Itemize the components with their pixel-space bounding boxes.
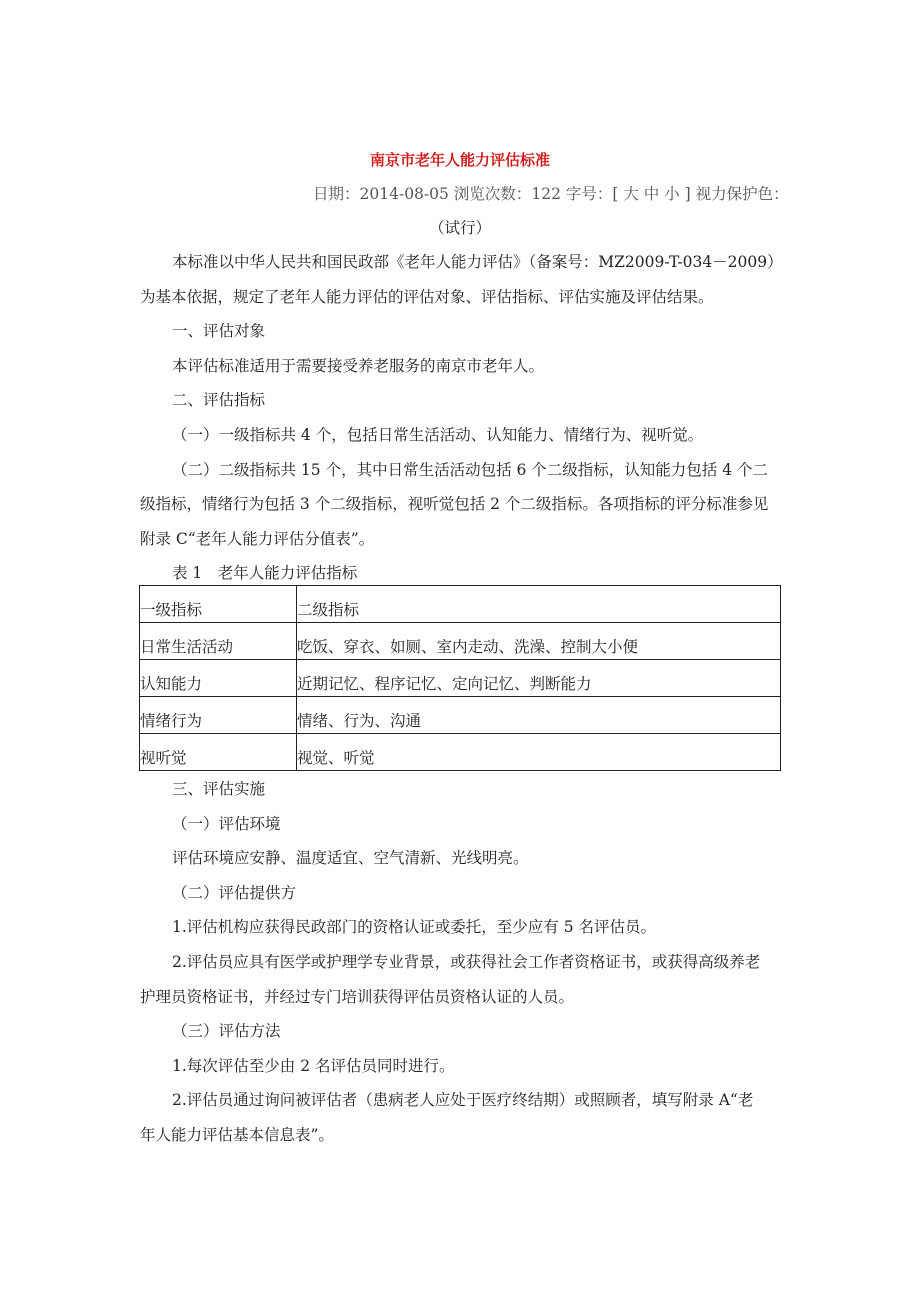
text-line: 1.评估机构应获得民政部门的资格认证或委托，至少应有 5 名评估员。 <box>172 918 657 937</box>
text-line: （二）评估提供方 <box>172 883 297 902</box>
text-line: 评估环境应安静、温度适宜、空气清新、光线明亮。 <box>172 849 529 868</box>
table-row <box>140 697 781 734</box>
text-line: 一、评估对象 <box>172 322 266 341</box>
text-line: 本评估标准适用于需要接受养老服务的南京市老年人。 <box>172 356 545 375</box>
table-cell: 吃饭、穿衣、如厕、室内走动、洗澡、控制大小便 <box>297 623 781 660</box>
article-meta <box>313 184 789 204</box>
text-line: 护理员资格证书，并经过专门培训获得评估员资格认证的人员。 <box>140 987 575 1006</box>
table-cell: 视觉、听觉 <box>297 734 781 771</box>
table-cell: 认知能力 <box>140 660 297 697</box>
table-cell: 视听觉 <box>140 734 297 771</box>
text-line: 表 1 老年人能力评估指标 <box>172 564 358 583</box>
table-cell: 近期记忆、程序记忆、定向记忆、判断能力 <box>297 660 781 697</box>
page-title: 南京市老年人能力评估标准 <box>369 151 550 169</box>
text-line: 为基本依据，规定了老年人能力评估的评估对象、评估指标、评估实施及评估结果。 <box>140 287 714 306</box>
font-size-label: 字号： <box>565 185 613 203</box>
font-size-options[interactable]: [ 大 中 小 ] <box>612 185 691 203</box>
trial-subtitle: （试行） <box>428 219 491 237</box>
eye-care-color-label[interactable]: 视力保护色： <box>695 185 789 203</box>
table-header-cell: 二级指标 <box>297 586 781 623</box>
views-label: 浏览次数： <box>453 185 532 203</box>
text-line: （二）二级指标共 15 个，其中日常生活活动包括 6 个二级指标，认知能力包括 4 个二 <box>172 460 769 479</box>
views-value: 122 <box>531 185 561 203</box>
date-label: 日期： <box>313 185 360 203</box>
text-line: 附录 C“老年人能力评估分值表”。 <box>140 529 375 548</box>
text-line: 年人能力评估基本信息表”。 <box>140 1126 334 1144</box>
text-line: （一）一级指标共 4 个，包括日常生活活动、认知能力、情绪行为、视听觉。 <box>172 426 704 444</box>
table-cell: 情绪行为 <box>140 697 297 734</box>
table-row <box>140 734 781 771</box>
text-line: 本标准以中华人民共和国民政部《老年人能力评估》（备案号：MZ2009-T-034－2009） <box>172 253 783 271</box>
text-line: （一）评估环境 <box>172 814 281 833</box>
table-header-cell: 一级指标 <box>140 586 297 623</box>
text-line: 2.评估员通过询问被评估者（患病老人应处于医疗终结期）或照顾者，填写附录 A“老 <box>172 1091 754 1110</box>
table-header-row <box>140 586 781 623</box>
table-row <box>140 623 781 660</box>
text-line: 三、评估实施 <box>172 780 266 798</box>
text-line: （三）评估方法 <box>172 1022 281 1041</box>
text-line: 1.每次评估至少由 2 名评估员同时进行。 <box>172 1056 455 1075</box>
indicator-table <box>139 585 781 771</box>
text-line: 2.评估员应具有医学或护理学专业背景，或获得社会工作者资格证书，或获得高级养老 <box>172 953 761 971</box>
date-value: 2014-08-05 <box>359 185 449 203</box>
table-cell: 日常生活活动 <box>140 623 297 660</box>
table-row <box>140 660 781 697</box>
text-line: 级指标，情绪行为包括 3 个二级指标，视听觉包括 2 个二级指标。各项指标的评分标准参见 <box>140 495 769 514</box>
text-line: 二、评估指标 <box>172 391 266 410</box>
table-cell: 情绪、行为、沟通 <box>297 697 781 734</box>
